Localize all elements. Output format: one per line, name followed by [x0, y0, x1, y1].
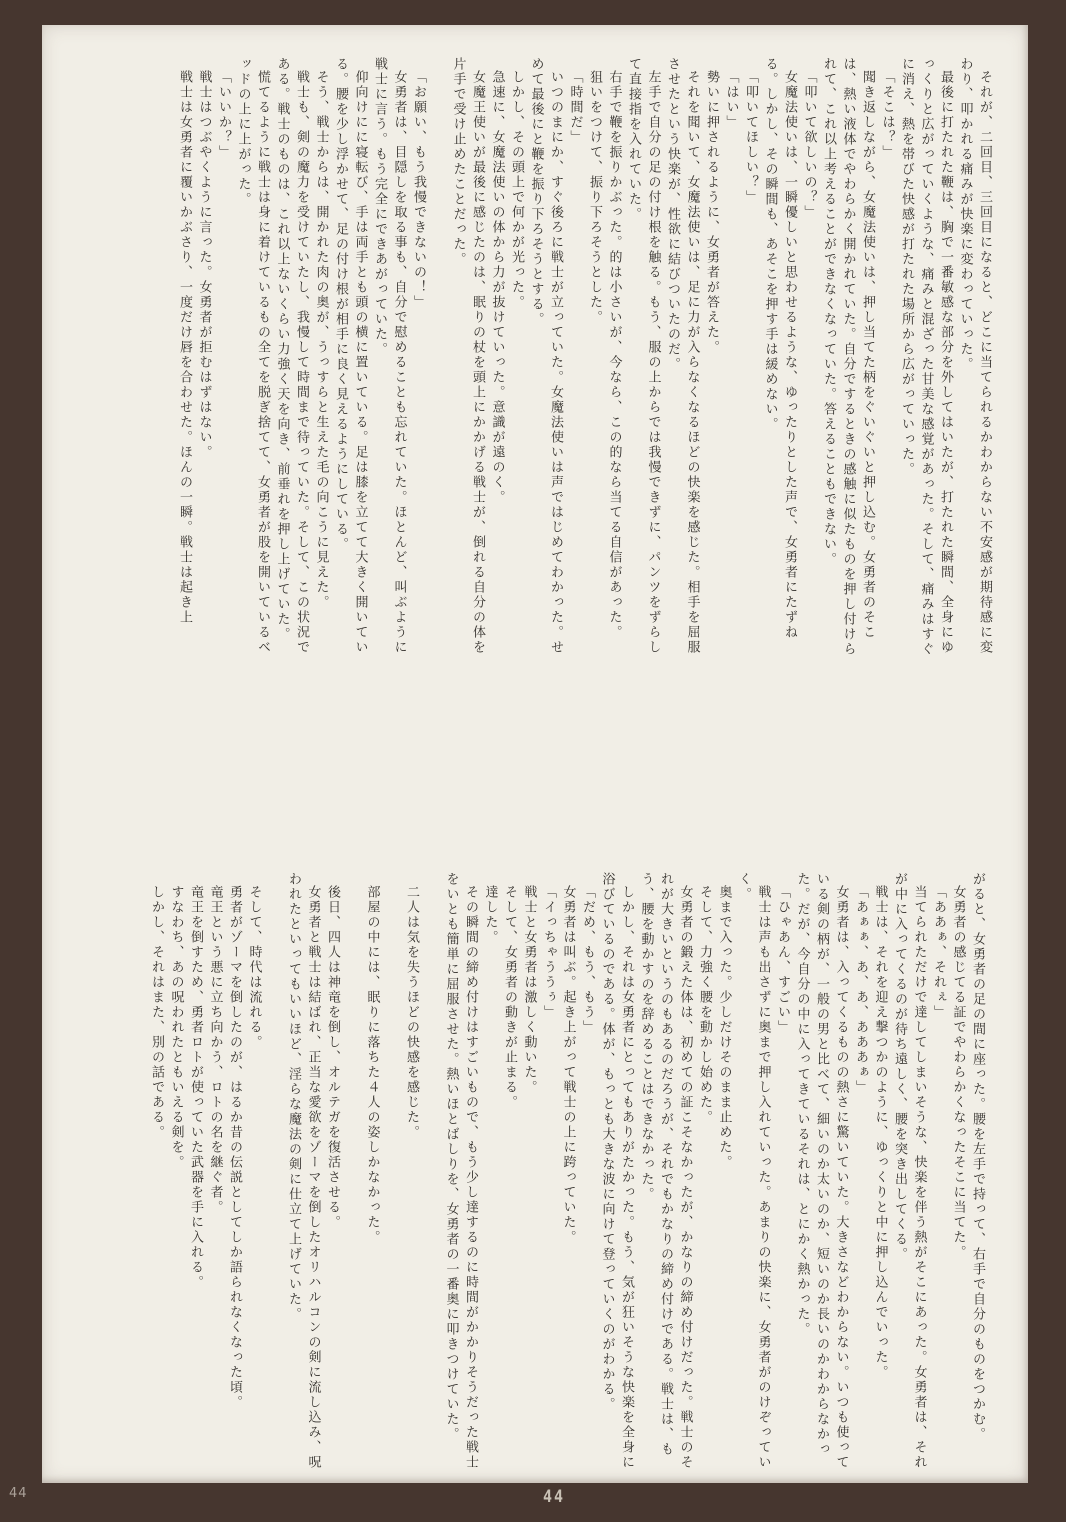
paragraph: 勢いに押されるように、女勇者が答えた。: [705, 70, 720, 355]
page-number-margin: 44: [9, 1486, 28, 1501]
paragraph: 女魔王使いが最後に感じたのは、眠りの杖を頭上にかかげる戦士が、倒れる自分の体を片手で受け止めたことだった。: [451, 57, 486, 655]
paragraph: 「ああぁ、それぇ」: [932, 885, 947, 1020]
paragraph: そして、時代は流れる。: [247, 885, 263, 1050]
paragraph: 「あぁぁ、あ、あ、あああぁ」: [854, 885, 869, 1095]
paragraph: 戦士も、剣の魔力を受けていたし、我慢して時間まで待っていた。そして、この状況である。戦士のものは、これ以上ないくらい力強く天を向き、前垂れを押し上げていた。: [275, 57, 310, 655]
paragraph: それを聞いて、女魔法使いは、足に力が入らなくなるほどの快楽を感じた。相手を屈服させたという快楽が、性欲に結びついたのだ。: [666, 57, 701, 655]
paragraph: 「叩いて欲しいの？」: [802, 70, 818, 220]
paragraph: 女勇者と戦士は結ばれ、正当な愛欲をゾーマを倒したオリハルコンの剣に流し込み、呪われたといってもいいほど、淫らな魔法の剣に仕立て上げていた。: [287, 872, 322, 1470]
paragraph: いつのまにか、すぐ後ろに戦士が立っていた。女魔法使いは声ではじめてわかった。せめて最後にと鞭を振り下ろそうとする。: [529, 57, 564, 655]
paragraph: そう、戦士からは、開かれた肉の奥が、うっすらと生えた毛の向こうに見えた。: [314, 70, 330, 610]
paragraph: 「いいか？」: [217, 70, 232, 160]
paragraph: 戦士は女勇者に覆いかぶさり、一度だけ唇を合わせた。ほんの一瞬。戦士は起き上: [178, 70, 193, 625]
paragraph: しかし、それはまた、別の話である。: [150, 885, 165, 1140]
paragraph: 最後に打たれた鞭は、胸で一番敏感な部分を外してはいたが、打たれた瞬間、全身にゆっくりと広がっていくような、痛みと混ざった甘美な感覚があった。そして、痛みはすぐに消え、熱を帯びた快感が打たれた場所から広がっていった。: [900, 57, 954, 657]
page-number-footer: 44: [543, 1485, 566, 1507]
paragraph: 左手で自分の足の付け根を触る。もう、服の上からでは我慢できずに、パンツをずらして直接指を入れていた。: [627, 57, 662, 655]
paragraph: 女勇者の鍛えた体は、初めての証こそなかったが、かなりの締め付けだった。戦士のそれが大きいというのもあるのだろうが、それでもかなりの締め付けである。戦士は、もう、腰を動かすのを辞めることはできなかった。: [639, 872, 694, 1470]
paragraph: 戦士はつぶやくように言った。女勇者が拒むはずはない。: [197, 70, 213, 460]
paragraph: 部屋の中には、眠りに落ちた４人の姿しかなかった。: [365, 885, 381, 1245]
paragraph: しかし、それは女勇者にとってもありがたかった。もう、気が狂いそうな快楽を全身に浴びているのである。体が、もっとも大きな波に向けて登っていくのがわかる。: [600, 872, 635, 1470]
paragraph: 「そこは？」: [880, 70, 896, 160]
top-text-block: [176, 57, 996, 664]
paragraph: そして、女勇者の動きが止まる。: [503, 885, 518, 1110]
paragraph: 女魔法使いは、一瞬優しいと思わせるような、ゆったりとした声で、女勇者にたずねる。しかし、その瞬間も、あそこを押す手は緩めない。: [763, 57, 798, 640]
paragraph: 女勇者は、目隠しを取る事も、自分で慰めることも忘れていた。ほとんど、叫ぶように戦士に言う。もう完全にできあがっていた。: [373, 57, 408, 655]
book-page: [42, 25, 1028, 1483]
paragraph: 「イっちゃううぅ」: [542, 885, 557, 1020]
paragraph: すなわち、あの呪われたともいえる剣を。: [169, 885, 185, 1170]
paragraph: 竜王という悪に立ち向かう、ロトの名を継ぐ者。: [208, 885, 224, 1215]
paragraph: 「時間だ」: [568, 70, 584, 145]
paragraph: 戦士と女勇者は激しく動いた。: [522, 885, 538, 1095]
paragraph: 当てられただけで達してしまいそうな、快楽を伴う熱がそこにあった。女勇者は、それが中に入ってくるのが待ち遠しく、腰を突き出してくる。: [893, 872, 928, 1470]
paragraph: 慌てるように戦士は身に着けているもの全てを脱ぎ捨てて、女勇者が股を開いているベッドの上に上がった。: [236, 57, 271, 655]
bottom-text-block: [148, 872, 989, 1476]
paragraph: 戦士は声も出さずに奥まで押し入れていった。あまりの快楽に、女勇者がのけぞっていく。: [737, 872, 772, 1470]
paragraph: 「ひゃあん、すごい」: [776, 885, 791, 1035]
paragraph: 女勇者の感じてる証でやわらかくなったそこに当てた。: [951, 885, 967, 1260]
paragraph: 女勇者は叫ぶ。起き上がって戦士の上に跨っていた。: [561, 885, 577, 1245]
paragraph: 狙いをつけて、振り下ろそうとした。: [588, 70, 603, 325]
paragraph: 右手で鞭を振りかぶった。的は小さいが、今なら、この的なら当てる自信があった。: [607, 70, 623, 640]
paragraph: 「だめ、もう、もう」: [581, 885, 596, 1035]
paragraph: その瞬間の締め付けはすごいもので、もう少し達するのに時間がかかりそうだった戦士をいとも簡単に屈服させた。熱いほとばしりを、女勇者の一番奥に叩きつけていた。: [444, 872, 479, 1470]
paragraph: そして、力強く腰を動かし始めた。: [698, 885, 713, 1125]
paragraph: 聞き返しながら、女魔法使いは、押し当てた柄をぐいぐいと押し込む。女勇者のそこは、熱い液体でやわらかく開かれていた。自分でするときの感触に似たものを押し付けられて、これ以上考えることができなくなっていた。答えることもできない。: [822, 57, 876, 657]
paragraph: がると、女勇者の足の間に座った。腰を左手で持って、右手で自分のものをつかむ。: [971, 872, 986, 1442]
paragraph: 二人は気を失うほどの快感を感じた。: [405, 885, 420, 1140]
paragraph: 戦士は、それを迎え撃つかのように、ゆっくりと中に押し込んでいった。: [873, 885, 889, 1380]
paragraph: 竜王を倒すため、勇者ロトが使っていた武器を手に入れる。: [189, 885, 204, 1290]
paragraph: 「叩いてほしい？」: [744, 70, 759, 205]
paragraph: しかし、その頭上で何かが光った。: [510, 70, 525, 310]
paragraph: 「はい」: [724, 70, 740, 130]
paragraph: 後日、四人は神竜を倒し、オルテガを復活させる。: [326, 885, 341, 1230]
paragraph: それが、二回目、三回目になると、どこに当てられるかわからない不安感が期待感に変わり、叩かれる痛みが快楽に変わっていった。: [958, 57, 993, 655]
paragraph: 「お願い、もう我慢できないの！」: [412, 70, 427, 310]
paragraph: 達した。: [483, 885, 499, 945]
paragraph: 奥まで入った。少しだけそのまま止めた。: [717, 885, 733, 1170]
paragraph: 女勇者は、入ってくるものの熱さに驚いていた。大きさなどわからない。いつも使っている剣の柄が、一般の男と比べて、細いのか太いのか、短いのか長いのかわからなかった。だが、今自分の中に入ってきているそれは、とにかく熱かった。: [795, 872, 850, 1470]
paragraph: 急速に、女魔法使いの体から力が抜けていった。意識が遠のく。: [490, 70, 506, 505]
paragraph: 仰向けにに寝転び、手は両手とも頭の横に置いている。足は膝を立てて大きく開いている。腰を少し浮かせて、足の付け根が相手に良く見えるようにしている。: [334, 57, 369, 655]
paragraph: 勇者がゾーマを倒したのが、はるか昔の伝説としてしか語られなくなった頃。: [228, 885, 243, 1410]
